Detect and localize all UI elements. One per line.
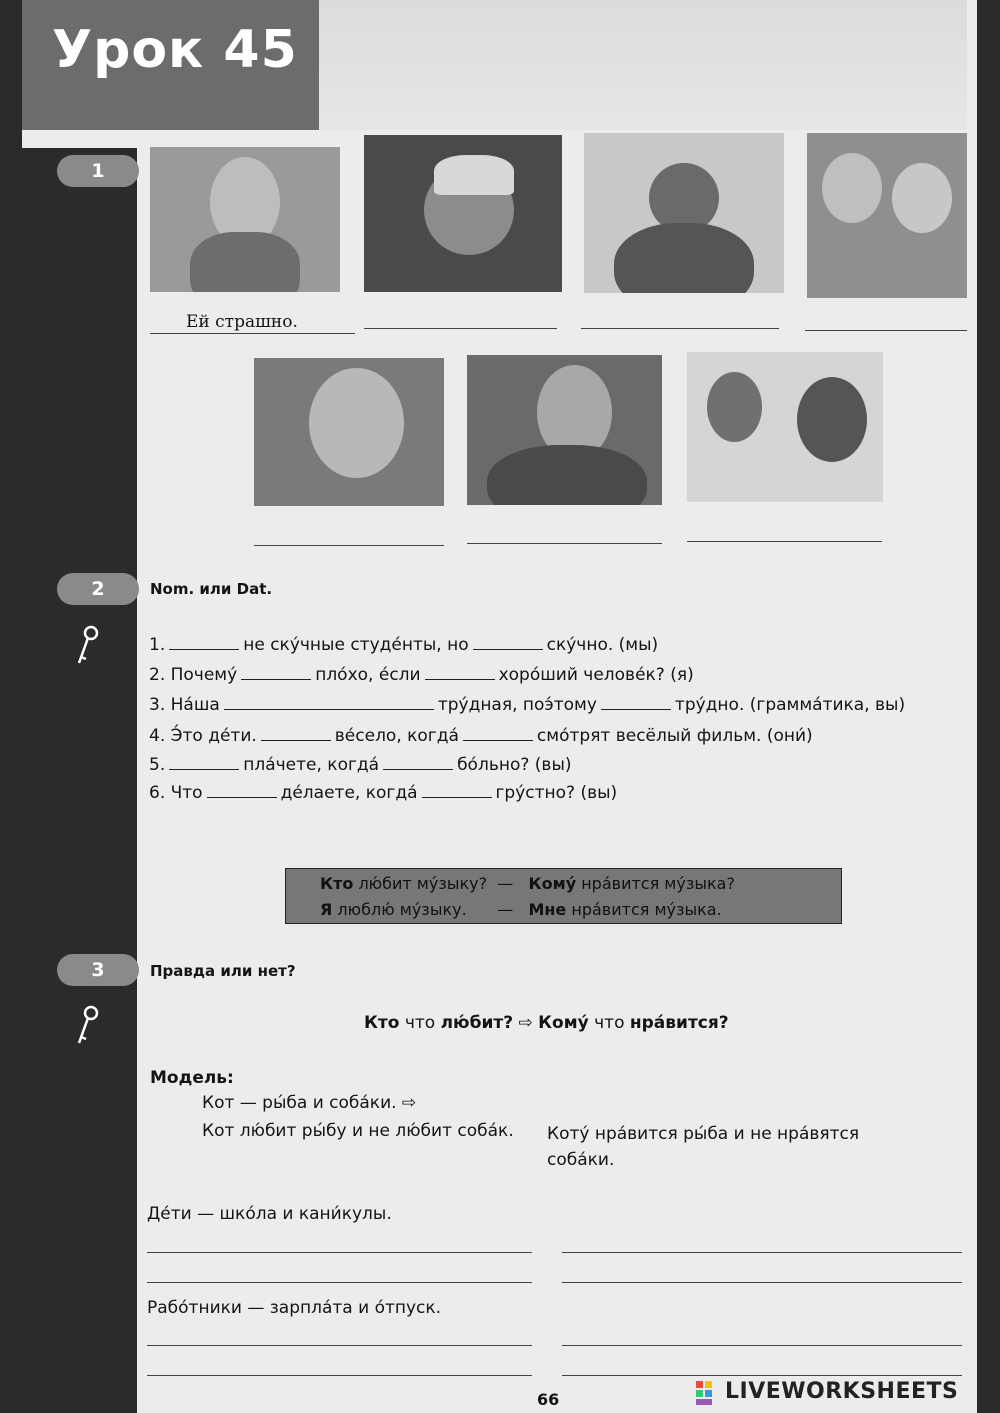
rule-line: Кто что лю́бит? ⇨ Кому́ что нра́вится? bbox=[364, 1013, 729, 1033]
blank[interactable] bbox=[169, 769, 239, 770]
model-line-2b: Коту́ нра́вится ры́ба и не нра́вятся bbox=[547, 1124, 860, 1144]
key-icon bbox=[74, 625, 100, 667]
answer-line-4[interactable] bbox=[805, 330, 967, 331]
answer-line-3[interactable] bbox=[581, 328, 779, 329]
exercise-2-title: Nom. или Dat. bbox=[150, 580, 273, 598]
photo-sad-couple bbox=[687, 352, 883, 502]
sidebar bbox=[22, 148, 137, 1413]
liveworksheets-logo bbox=[695, 1378, 995, 1408]
ex2-item-3: 3. На́ша тру́дная, поэ́тому тру́дно. (грамма́тика, вы) bbox=[149, 695, 906, 715]
grammar-box bbox=[285, 868, 842, 924]
exercise-3-number: 3 bbox=[57, 954, 139, 986]
answer-line-6[interactable] bbox=[467, 543, 662, 544]
ex2-item-2: 2. Почему́ пло́хо, е́сли хоро́ший челове́к? (я) bbox=[149, 665, 694, 685]
blank[interactable] bbox=[383, 769, 453, 770]
answer-line[interactable] bbox=[147, 1252, 532, 1253]
lesson-title: Урок 45 bbox=[52, 20, 298, 80]
answer-line[interactable] bbox=[147, 1282, 532, 1283]
ex2-item-4: 4. Э́то де́ти. ве́село, когда́ смо́трят весёлый фильм. (они́) bbox=[149, 726, 813, 746]
blank[interactable] bbox=[473, 649, 543, 650]
blank[interactable] bbox=[207, 797, 277, 798]
grammar-row-1: Кто лю́бит му́зыку? — Кому́ нра́вится му́зыка? bbox=[320, 874, 735, 893]
grammar-row-2: Я люблю́ му́зыку. — Мне нра́вится му́зыка. bbox=[320, 900, 722, 919]
blank[interactable] bbox=[425, 679, 495, 680]
exercise-3-title: Правда или нет? bbox=[150, 962, 296, 980]
answer-line-5[interactable] bbox=[254, 545, 444, 546]
blank[interactable] bbox=[422, 797, 492, 798]
model-line-3: соба́ки. bbox=[547, 1150, 615, 1170]
ex2-item-1: 1. не ску́чные студе́нты, но ску́чно. (мы) bbox=[149, 635, 659, 655]
example-answer: Ей страшно. bbox=[186, 312, 298, 332]
answer-line[interactable] bbox=[147, 1345, 532, 1346]
answer-line[interactable] bbox=[562, 1252, 962, 1253]
worksheet-page bbox=[22, 0, 977, 1413]
model-label: Модель: bbox=[150, 1068, 234, 1088]
photo-scared-girl bbox=[150, 147, 340, 292]
model-line-1: Кот — ры́ба и соба́ки. ⇨ bbox=[202, 1093, 417, 1113]
blank[interactable] bbox=[224, 709, 434, 710]
exercise-2-number: 2 bbox=[57, 573, 139, 605]
ex2-item-5: 5. пла́чете, когда́ бо́льно? (вы) bbox=[149, 755, 572, 775]
ex2-item-6: 6. Что де́лаете, когда́ гру́стно? (вы) bbox=[149, 783, 618, 803]
photo-bored-man bbox=[467, 355, 662, 505]
logo-icon bbox=[695, 1380, 721, 1406]
model-line-2a: Кот лю́бит ры́бу и не лю́бит соба́к. bbox=[202, 1121, 514, 1141]
header-tab bbox=[22, 0, 319, 130]
photo-fur-hood bbox=[584, 133, 784, 293]
key-icon bbox=[74, 1005, 100, 1047]
blank[interactable] bbox=[463, 740, 533, 741]
exercise-1-number: 1 bbox=[57, 155, 139, 187]
answer-line[interactable] bbox=[562, 1345, 962, 1346]
blank[interactable] bbox=[241, 679, 311, 680]
page-number: 66 bbox=[537, 1390, 560, 1409]
answer-line[interactable] bbox=[562, 1375, 962, 1376]
logo-text: LIVEWORKSHEETS bbox=[725, 1379, 959, 1404]
answer-line[interactable] bbox=[562, 1282, 962, 1283]
blank[interactable] bbox=[601, 709, 671, 710]
answer-line-2[interactable] bbox=[364, 328, 557, 329]
photo-laughing-girls bbox=[807, 133, 967, 298]
blank[interactable] bbox=[169, 649, 239, 650]
answer-line[interactable] bbox=[147, 1375, 532, 1376]
photo-dog-scarf bbox=[364, 135, 562, 292]
answer-line-1[interactable] bbox=[150, 333, 355, 334]
task-1: Де́ти — шко́ла и кани́кулы. bbox=[147, 1204, 392, 1224]
photo-surprised-child bbox=[254, 358, 444, 506]
answer-line-7[interactable] bbox=[687, 541, 882, 542]
blank[interactable] bbox=[261, 740, 331, 741]
task-2: Рабо́тники — зарпла́та и о́тпуск. bbox=[147, 1298, 442, 1318]
